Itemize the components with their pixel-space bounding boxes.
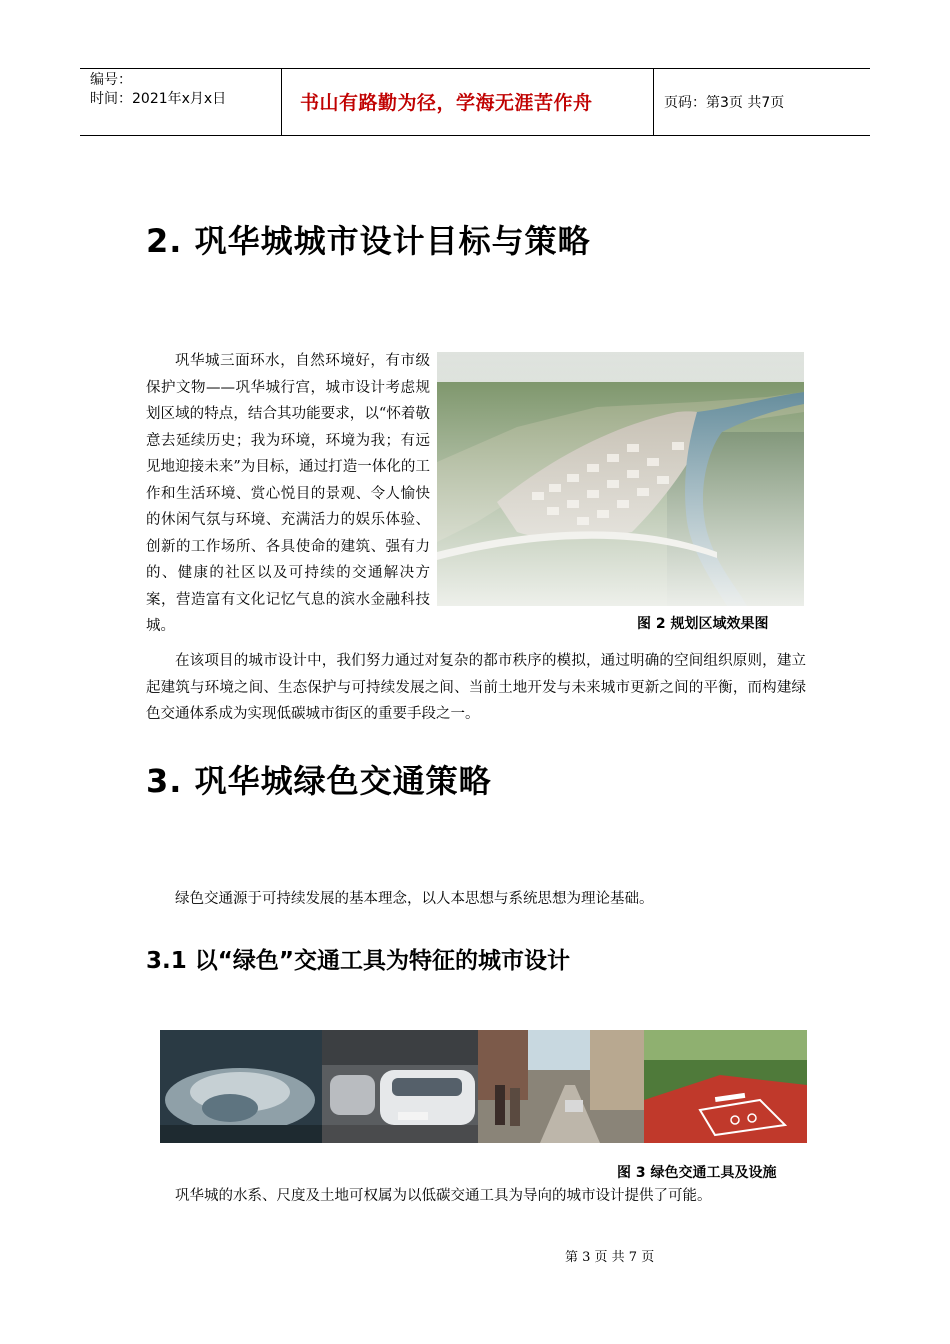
figure2-caption: 图 2 规划区域效果图 xyxy=(637,616,769,632)
section3-paragraph-2: 巩华城的水系、尺度及土地可权属为以低碳交通工具为导向的城市设计提供了可能。 xyxy=(175,1188,712,1204)
header-page-info: 页码：第3页 共7页 xyxy=(664,95,785,111)
figure3-caption: 图 3 绿色交通工具及设施 xyxy=(617,1165,777,1181)
section2-paragraph-1: 巩华城三面环水，自然环境好，有市级保护文物——巩华城行宫，城市设计考虑规划区域的特点，结合其功能要求，以“怀着敬意去延续历史；我为环境，环境为我；有远见地迎接未来”为目标，通过打造一体化的工作和生活环境、赏心悦目的景观、令人愉快的休闲气氛与环境、充满活力的娱乐体验、创新的工作场所、各具使命的建筑、强有力的、健康的社区以及可持续的交通解决方案，营造富有文化记忆气息的滨水金融科技城。 xyxy=(146,353,430,634)
doc-date-label: 时间：2021年x月x日 xyxy=(90,91,227,107)
planning-aerial-image xyxy=(437,352,804,606)
section3-paragraph-1: 绿色交通源于可持续发展的基本理念，以人本思想与系统思想为理论基础。 xyxy=(175,891,654,907)
section2-title: 2. 巩华城城市设计目标与策略 xyxy=(146,222,591,260)
section3-title: 3. 巩华城绿色交通策略 xyxy=(146,762,492,800)
doc-number-label: 编号： xyxy=(90,72,132,88)
green-transport-image-strip xyxy=(160,1030,807,1143)
page-footer: 第 3 页 共 7 页 xyxy=(565,1250,655,1265)
header-motto: 书山有路勤为径，学海无涯苦作舟 xyxy=(300,92,593,114)
section3-1-subtitle: 3.1 以“绿色”交通工具为特征的城市设计 xyxy=(146,948,570,974)
section2-paragraph-2: 在该项目的城市设计中，我们努力通过对复杂的都市秩序的模拟，通过明确的空间组织原则，建立起建筑与环境之间、生态保护与可持续发展之间、当前土地开发与未来城市更新之间的平衡，而构建绿色交通体系成为实现低碳城市街区的重要手段之一。 xyxy=(146,653,806,722)
